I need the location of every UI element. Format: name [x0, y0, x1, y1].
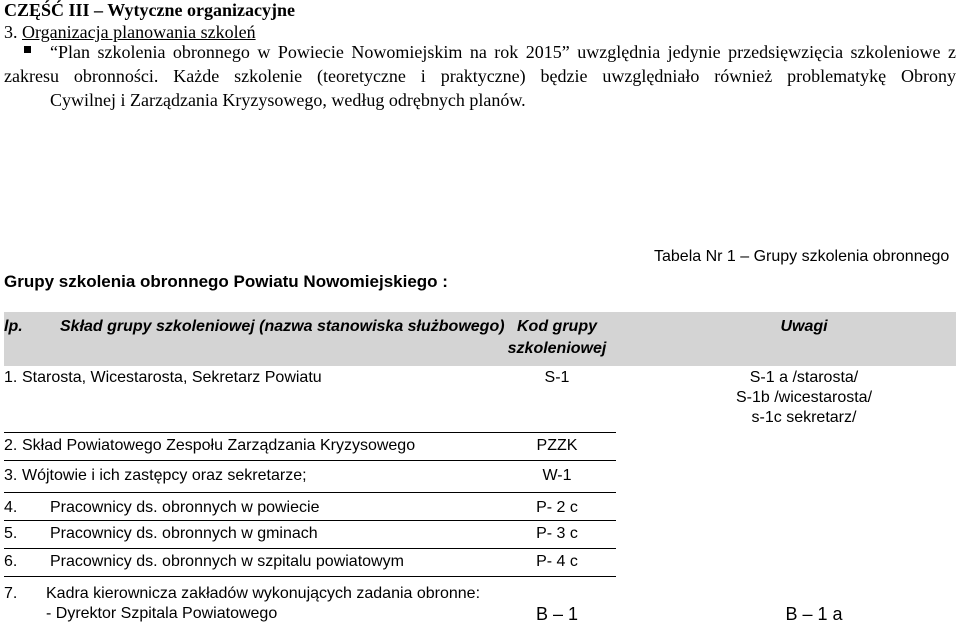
cell-sklad: Pracownicy ds. obronnych w gminach: [50, 525, 318, 542]
cell-sklad: Starosta, Wicestarosta, Sekretarz Powiatu: [22, 369, 322, 386]
cell-kod: S-1: [544, 369, 570, 386]
cell-lp: 6.: [4, 553, 18, 570]
header-kod-line2: szkoleniowej: [507, 340, 607, 357]
table-row: [4, 460, 956, 492]
section-title: Organizacja planowania szkoleń: [22, 22, 256, 42]
cell-uwagi: B – 1 a: [785, 604, 843, 624]
header-kod: [498, 316, 616, 360]
cell-kod: P- 4 c: [536, 553, 578, 570]
cell-uwagi-line3: s-1c sekretarz/: [751, 409, 857, 426]
table-row: [4, 432, 956, 460]
row-divider: [4, 520, 616, 521]
cell-uwagi: [654, 368, 954, 428]
cell-lp: 3.: [4, 467, 18, 484]
paragraph: [4, 40, 956, 112]
cell-lp: 1.: [4, 369, 18, 386]
cell-kod: PZZK: [536, 437, 578, 454]
row-divider: [4, 576, 616, 577]
cell-sklad: Pracownicy ds. obronnych w powiecie: [50, 499, 320, 516]
groups-table: [4, 312, 956, 626]
cell-sklad: [46, 584, 480, 624]
header-kod-line1: Kod grupy: [517, 318, 597, 335]
cell-lp: 7.: [4, 585, 18, 602]
cell-uwagi-line1: S-1 a /starosta/: [749, 369, 859, 386]
cell-sklad-line2: - Dyrektor Szpitala Powiatowego: [46, 605, 278, 622]
part-heading: CZĘŚĆ III – Wytyczne organizacyjne: [4, 0, 295, 20]
cell-uwagi-line2: S-1b /wicestarosta/: [735, 389, 873, 406]
cell-lp: 5.: [4, 525, 18, 542]
cell-kod: P- 2 c: [536, 499, 578, 516]
cell-lp: 2.: [4, 437, 18, 454]
paragraph-line-2: zakresu obronności. Każde szkolenie (teoretyczne i praktyczne) będzie uwzględniało również problematykę Obrony: [4, 66, 956, 86]
row-divider: [4, 460, 616, 461]
row-divider: [4, 548, 616, 549]
cell-sklad-line1: Kadra kierownicza zakładów wykonujących zadania obronne:: [46, 585, 481, 602]
header-lp: lp.: [4, 318, 23, 335]
header-sklad: Skład grupy szkoleniowej (nazwa stanowiska służbowego): [60, 318, 505, 335]
cell-sklad: Wójtowie i ich zastępcy oraz sekretarze;: [22, 467, 307, 484]
table-row: [4, 576, 956, 626]
row-divider: [4, 432, 616, 433]
table-caption: Tabela Nr 1 – Grupy szkolenia obronnego: [654, 248, 950, 265]
row-divider: [4, 492, 616, 493]
paragraph-line-1: “Plan szkolenia obronnego w Powiecie Nowomiejskim na rok 2015” uwzględnia jedynie przedsięwzięcia szkoleniowe z: [50, 42, 956, 62]
header-uwagi: Uwagi: [780, 318, 828, 335]
cell-kod: W-1: [542, 467, 572, 484]
table-row: [4, 548, 956, 576]
cell-sklad: Pracownicy ds. obronnych w szpitalu powiatowym: [50, 553, 404, 570]
table-row: [4, 520, 956, 548]
cell-kod: B – 1: [535, 604, 579, 624]
cell-kod: P- 3 c: [536, 525, 578, 542]
table-row: [4, 492, 956, 520]
paragraph-line-3: Cywilnej i Zarządzania Kryzysowego, według odrębnych planów.: [50, 90, 526, 110]
section-number: 3.: [4, 22, 18, 42]
groups-subtitle: Grupy szkolenia obronnego Powiatu Nowomiejskiego :: [4, 272, 448, 291]
cell-sklad: Skład Powiatowego Zespołu Zarządzania Kryzysowego: [22, 437, 416, 454]
cell-lp: 4.: [4, 499, 18, 516]
table-row: [4, 366, 956, 432]
table-header: [4, 312, 956, 366]
